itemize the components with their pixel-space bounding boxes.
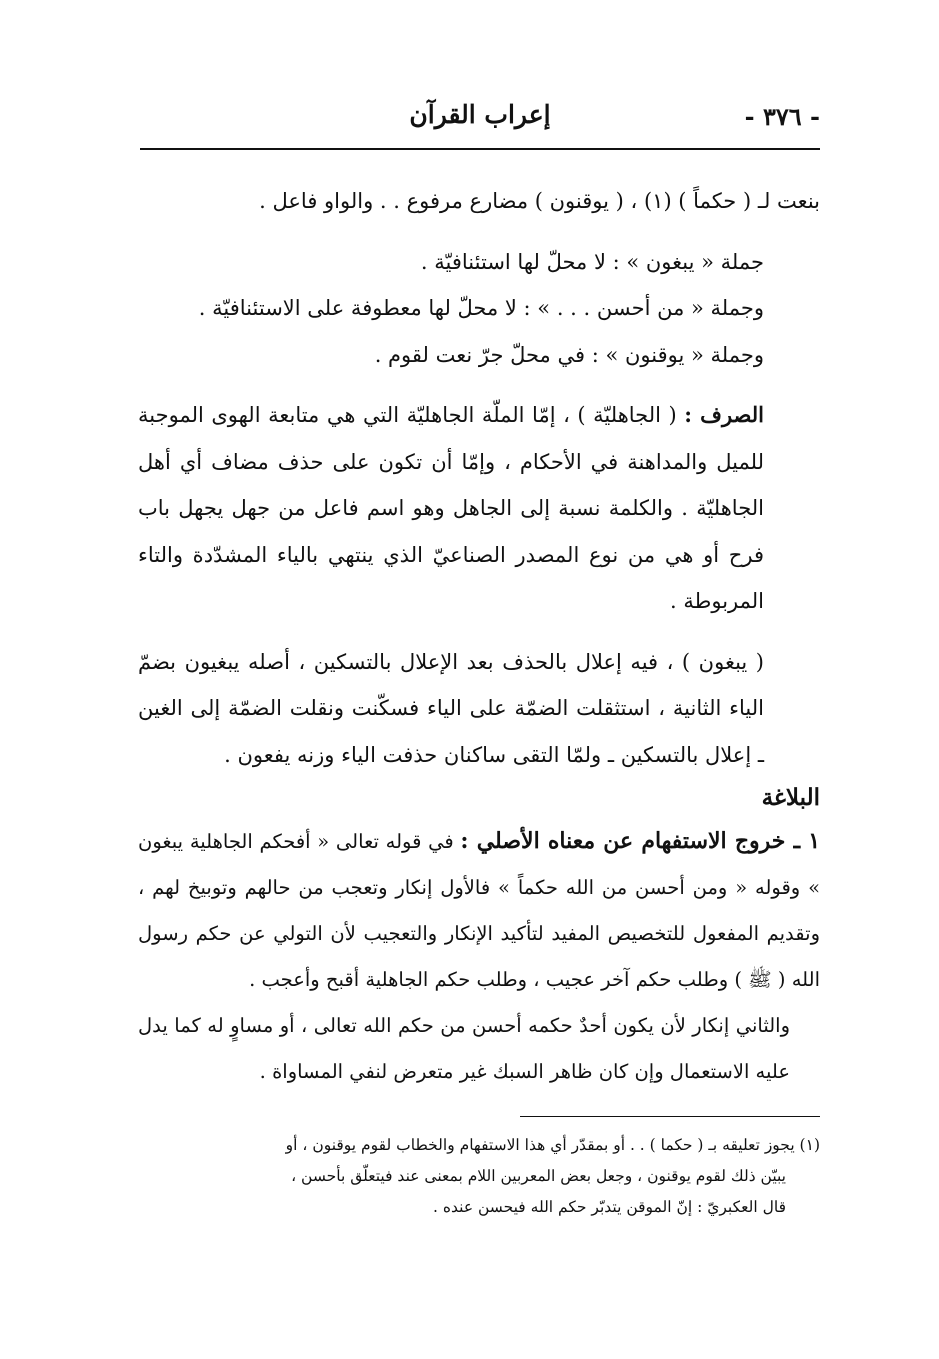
sarf-text: ( الجاهليّة ) ، إمّا الملّة الجاهليّة التي هي متابعة الهوى الموجبة للميل والمداهنة في الأحكام ، وإمّا أن تكون على حذف مضاف أي أهل الجاهليّة . والكلمة نسبة إلى الجاهل وهو اسم فاعل من جهل يجهل باب فرح أو هي من نوع المصدر الصناعيّ الذي ينتهي بالياء المشدّدة والتاء المربوطة . (138, 403, 764, 613)
footnote-line-2: يبيّن ذلك لقوم يوقنون ، وجعل بعض المعربين اللام بمعنى عند فيتعلّق بأحسن ، (291, 1167, 786, 1185)
page-number: - ٣٧٦ - (744, 102, 820, 131)
main-text (138, 178, 820, 1095)
section-heading-balagha: البلاغة (761, 784, 820, 811)
jumla-line-1: جملة « يبغون » : لا محلّ لها استئنافيّة . (420, 249, 764, 274)
footnote-divider (520, 1116, 820, 1117)
sarf-label: الصرف : (684, 402, 764, 427)
paragraph-irab-continuation: بنعت لـ ( حكماً ) (١) ، ( يوقنون ) مضارع مرفوع . . والواو فاعل . (259, 189, 820, 213)
balagha-second-paragraph: والثاني إنكار لأن يكون أحدٌ حكمه أحسن من حكم الله تعالى ، أو مساوٍ له كما يدل عليه الاستعمال وإن كان ظاهر السبك غير متعرض لنفي المساواة . (138, 1014, 790, 1083)
jumla-line-2: وجملة « من أحسن . . . » : لا محلّ لها معطوفة على الاستئنافيّة . (198, 296, 764, 320)
balagha-item-lead: ١ ـ خروج الاستفهام عن معناه الأصلي : (460, 828, 821, 854)
page-header (140, 96, 820, 150)
running-title: إعراب القرآن (409, 100, 551, 129)
jumla-line-3: وجملة « يوقنون » : في محلّ جرّ نعت لقوم . (374, 342, 764, 367)
paragraph-yabghun: ( يبغون ) ، فيه إعلال بالحذف بعد الإعلال بالتسكين ، أصله يبغيون بضمّ الياء الثانية ، استثقلت الضمّة على الياء فسكّنت ونقلت الضمّة إلى الغين ـ إعلال بالتسكين ـ ولمّا التقى ساكنان حذفت الياء وزنه يفعون . (138, 649, 764, 767)
paragraph-sarf (138, 392, 820, 625)
footnote-line-3: قال العكبريّ : إنّ الموقن يتدبّر حكم الله فيحسن عنده . (433, 1198, 786, 1216)
balagha-item-text: في قوله تعالى « أفحكم الجاهلية يبغون » وقوله « ومن أحسن من الله حكماً » فالأول إنكار وتعجب من حالهم وتوبيخ لهم ، وتقديم المفعول للتخصيص المفيد لتأكيد الإنكار والتعجيب لأن التولي عن حكم رسول الله ( ﷺ ) وطلب حكم آخر عجيب ، وطلب حكم الجاهلية أقبح وأعجب . (138, 830, 820, 991)
footnotes (160, 1130, 820, 1223)
balagha-item-1 (138, 818, 820, 1003)
footnote-line-1: (١) يجوز تعليقه بـ ( حكما ) . . أو بمقدّر أي هذا الاستفهام والخطاب لقوم يوقنون ، أو (285, 1136, 820, 1154)
